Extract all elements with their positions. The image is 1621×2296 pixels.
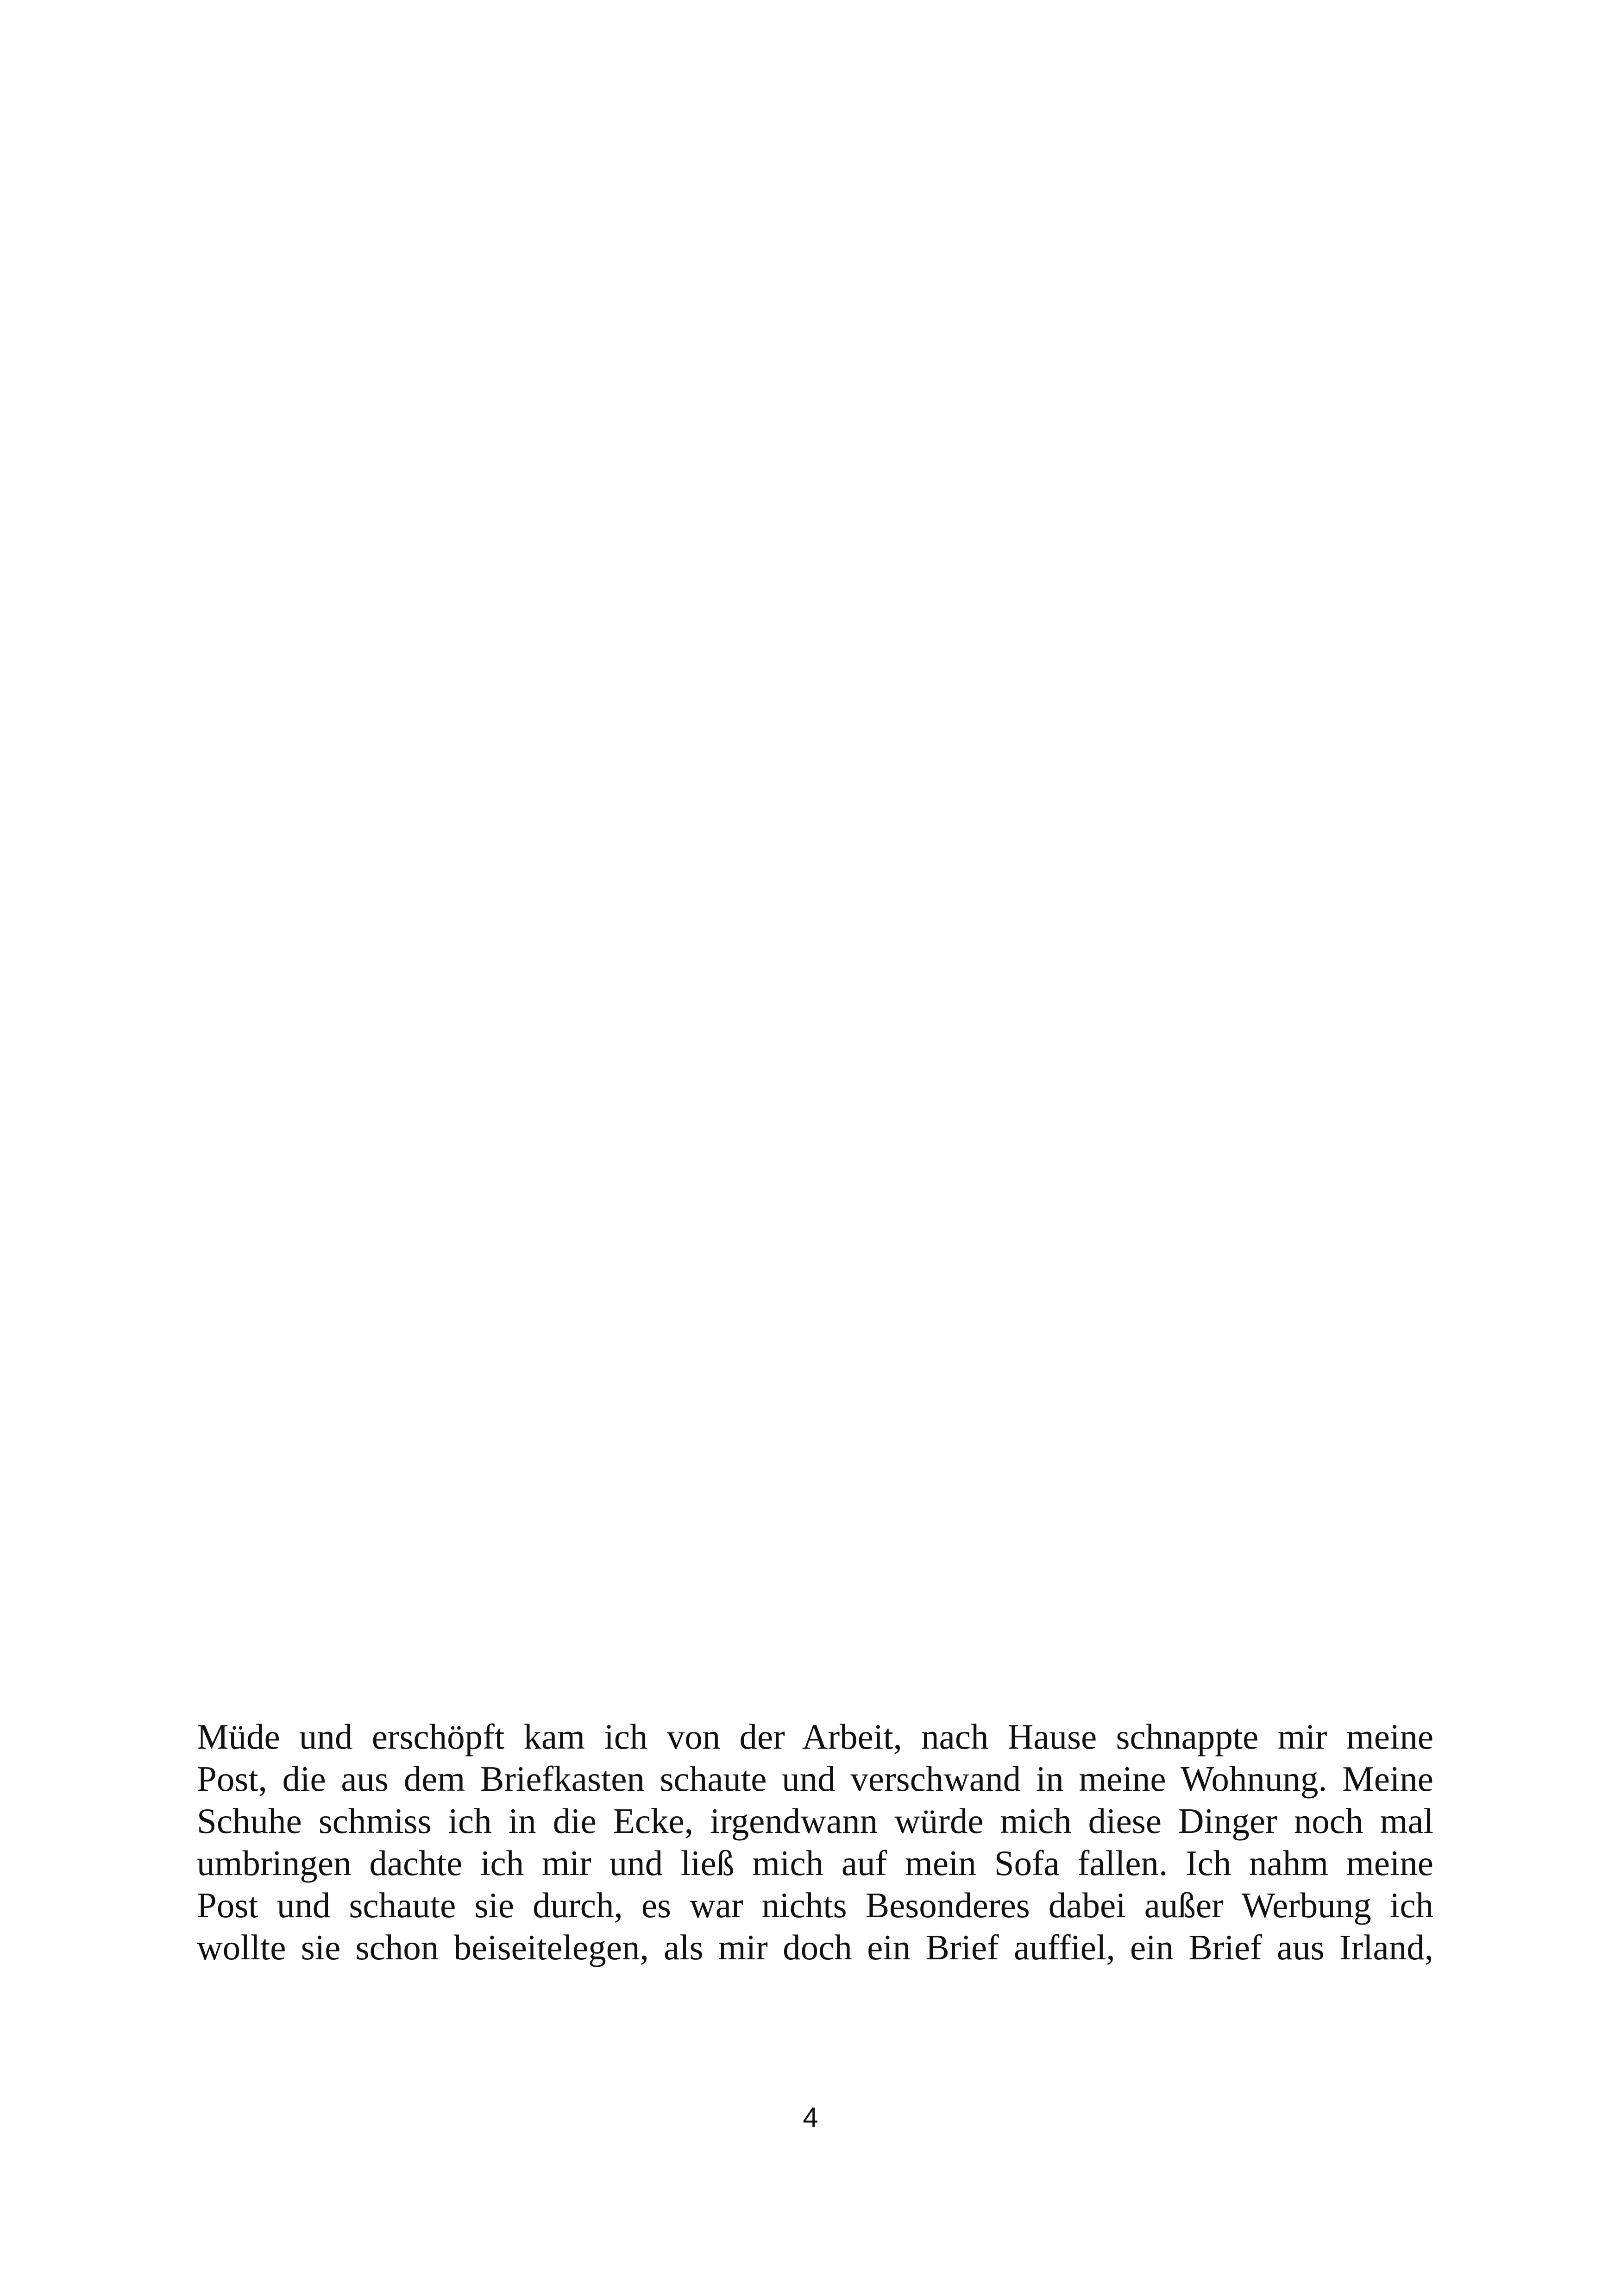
paragraph-line: Post und schaute sie durch, es war nichts Besonderes dabei außer Werbung ich [197,1885,1433,1925]
paragraph-line: Post, die aus dem Briefkasten schaute und verschwand in meine Wohnung. Meine [197,1759,1433,1799]
body-paragraph [197,1716,1433,1969]
paragraph-line: Müde und erschöpft kam ich von der Arbeit, nach Hause schnappte mir meine [197,1717,1433,1757]
page-number: 4 [803,2102,818,2133]
paragraph-line: wollte sie schon beiseitelegen, als mir doch ein Brief auffiel, ein Brief aus Irland, [197,1927,1433,1967]
paragraph-line: Schuhe schmiss ich in die Ecke, irgendwann würde mich diese Dinger noch mal [197,1801,1433,1841]
paragraph-line: umbringen dachte ich mir und ließ mich auf mein Sofa fallen. Ich nahm meine [197,1843,1433,1883]
